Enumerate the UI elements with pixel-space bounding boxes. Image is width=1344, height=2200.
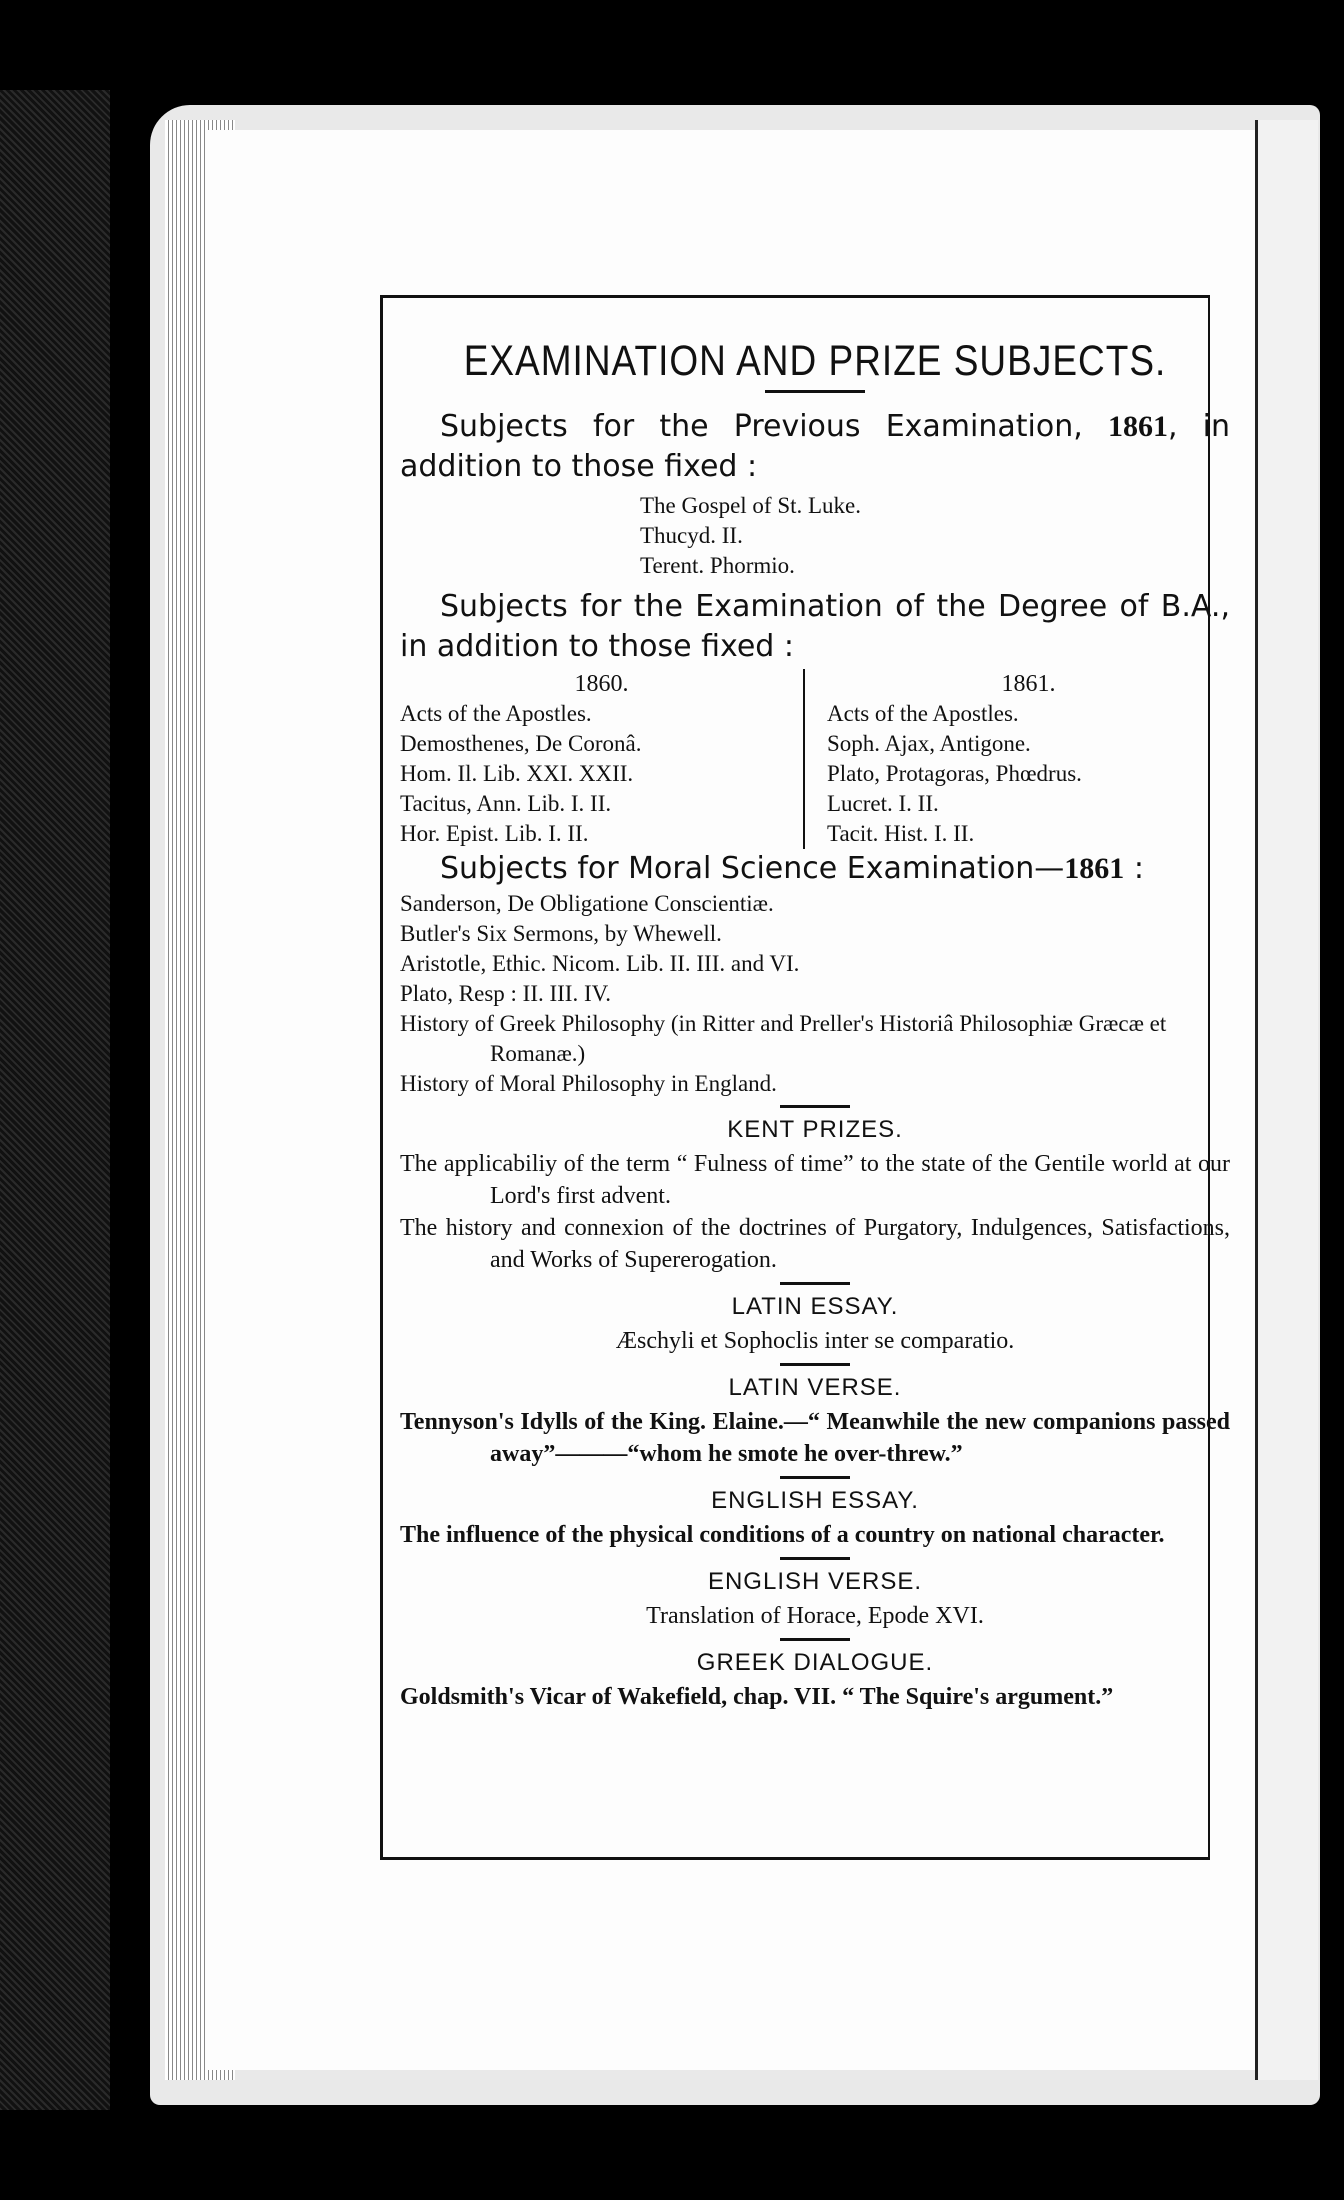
divider-rule: [780, 1557, 850, 1560]
greek-dialogue-text: Goldsmith's Vicar of Wakefield, chap. VII. “ The Squire's argument.”: [400, 1684, 1114, 1710]
english-essay-heading: ENGLISH ESSAY.: [711, 1487, 919, 1514]
list-item: Plato, Protagoras, Phœdrus.: [827, 761, 1082, 786]
moral-list: [400, 889, 1230, 1099]
latin-essay-text: Æschyli et Sophoclis inter se comparatio.: [615, 1328, 1015, 1354]
divider-rule: [780, 1638, 850, 1641]
column-year: 1861.: [1001, 671, 1056, 697]
list-item: Tacit. Hist. I. II.: [827, 821, 975, 846]
list-item: Tacitus, Ann. Lib. I. II.: [400, 791, 612, 816]
list-item: Hor. Epist. Lib. I. II.: [400, 821, 589, 846]
list-item: The applicabiliy of the term “ Fulness of time” to the state of the Gentile world at our Lord's first advent.: [400, 1151, 1230, 1209]
greek-dialogue-heading: GREEK DIALOGUE.: [696, 1649, 934, 1676]
list-item: Aristotle, Ethic. Nicom. Lib. II. III. and VI.: [400, 951, 800, 976]
english-essay-text: The influence of the physical conditions of a country on national character.: [400, 1522, 1165, 1548]
book-cover: [0, 90, 110, 2110]
divider-rule: [780, 1363, 850, 1366]
list-item: History of Moral Philosophy in England.: [400, 1071, 777, 1096]
divider-rule: [780, 1476, 850, 1479]
list-item: The Gospel of St. Luke.: [640, 493, 862, 518]
divider-rule: [780, 1282, 850, 1285]
list-item: The history and connexion of the doctrines of Purgatory, Indulgences, Satisfactions, and Works of Supererogation.: [400, 1215, 1230, 1273]
list-item: History of Greek Philosophy (in Ritter and Preller's Historiâ Philosophiæ Græcæ et Romanæ.): [400, 1011, 1167, 1066]
facing-page-edge: [1255, 120, 1318, 2080]
column-1860: [400, 669, 803, 849]
column-year: 1860.: [574, 671, 629, 697]
previous-year: 1861: [1107, 410, 1168, 443]
page-title: EXAMINATION AND PRIZE SUBJECTS.: [463, 336, 1167, 384]
previous-intro: [400, 407, 1230, 487]
kent-prizes-heading: KENT PRIZES.: [727, 1116, 903, 1143]
page-content: [400, 336, 1230, 1713]
divider-rule: [765, 390, 865, 393]
list-item: Demosthenes, De Coronâ.: [400, 731, 642, 756]
latin-verse-text: Tennyson's Idylls of the King. Elaine.—“ Meanwhile the new companions passed away”———“whom he smote he over-threw.”: [400, 1409, 1230, 1467]
previous-list: [640, 491, 1230, 581]
list-item: Hom. Il. Lib. XXI. XXII.: [400, 761, 634, 786]
list-item: Lucret. I. II.: [827, 791, 939, 816]
list-item: Terent. Phormio.: [640, 553, 795, 578]
english-verse-heading: ENGLISH VERSE.: [707, 1568, 923, 1595]
list-item: Soph. Ajax, Antigone.: [827, 731, 1031, 756]
latin-essay-heading: LATIN ESSAY.: [731, 1293, 899, 1320]
degree-columns: [400, 669, 1230, 849]
moral-intro-text: Subjects for Moral Science Examination—: [440, 851, 1065, 886]
divider-rule: [780, 1105, 850, 1108]
degree-intro: Subjects for the Examination of the Degree of B.A., in addition to those fixed :: [400, 589, 1230, 664]
list-item: Butler's Six Sermons, by Whewell.: [400, 921, 722, 946]
moral-intro: [400, 849, 1230, 889]
list-item: Plato, Resp : II. III. IV.: [400, 981, 612, 1006]
list-item: Thucyd. II.: [640, 523, 743, 548]
column-1861: [803, 669, 1230, 849]
list-item: Acts of the Apostles.: [827, 701, 1019, 726]
list-item: Acts of the Apostles.: [400, 701, 592, 726]
previous-intro-text: Subjects for the Previous Examination,: [440, 409, 1083, 444]
moral-intro-tail: :: [1124, 851, 1144, 886]
list-item: Sanderson, De Obligatione Conscientiæ.: [400, 891, 774, 916]
latin-verse-heading: LATIN VERSE.: [728, 1374, 902, 1401]
moral-year: 1861: [1064, 852, 1125, 885]
english-verse-text: Translation of Horace, Epode XVI.: [646, 1603, 984, 1629]
previous-intro-tail: , in addition to those fixed :: [400, 409, 1230, 484]
